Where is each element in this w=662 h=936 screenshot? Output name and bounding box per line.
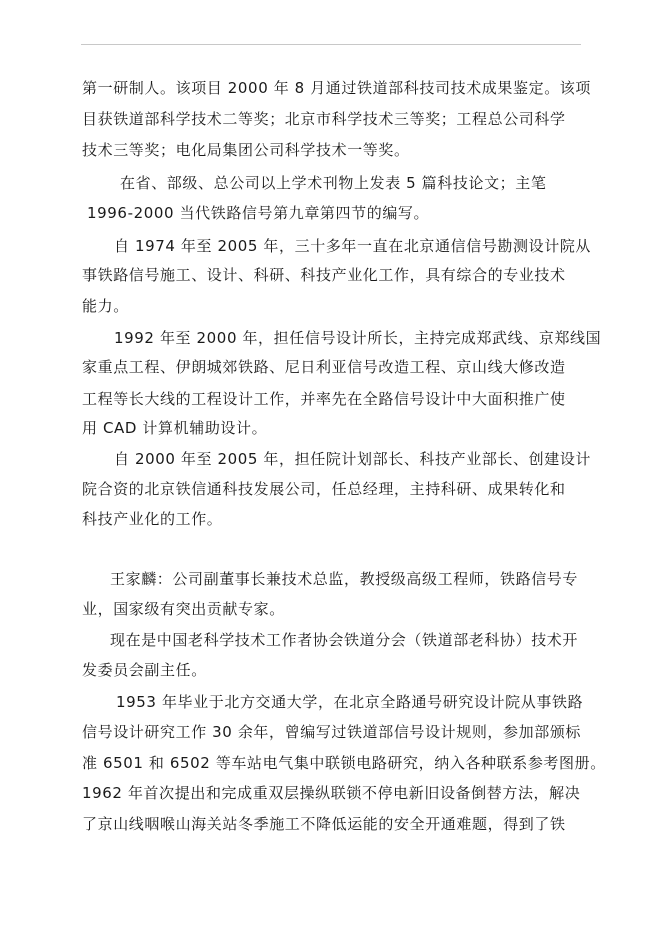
text-line: 科技产业化的工作。 — [82, 510, 223, 528]
text-line: 1992 年至 2000 年，担任信号设计所长，主持完成郑武线、京郑线国 — [114, 329, 602, 347]
text-line: 1962 年首次提出和完成重双层操纵联锁不停电新旧设备倒替方法，解决 — [82, 784, 581, 802]
text-line: 发委员会副主任。 — [82, 661, 207, 679]
text-line: 院合资的北京铁信通科技发展公司，任总经理，主持科研、成果转化和 — [82, 480, 566, 498]
text-line: 现在是中国老科学技术工作者协会铁道分会（铁道部老科协）技术开 — [110, 631, 579, 649]
text-line: 信号设计研究工作 30 余年，曾编写过铁道部信号设计规则，参加部颁标 — [82, 723, 582, 741]
text-line: 准 6501 和 6502 等车站电气集中联锁电路研究，纳入各种联系参考图册。 — [82, 754, 606, 772]
text-line: 用 CAD 计算机辅助设计。 — [82, 419, 268, 437]
text-line: 1953 年毕业于北方交通大学，在北京全路通号研究设计院从事铁路 — [116, 693, 584, 711]
text-line: 第一研制人。该项目 2000 年 8 月通过铁道部科技司技术成果鉴定。该项 — [82, 79, 591, 97]
text-line: 在省、部级、总公司以上学术刊物上发表 5 篇科技论文；主笔 — [120, 174, 547, 192]
text-line: 技术三等奖；电化局集团公司科学技术一等奖。 — [82, 141, 410, 159]
text-line: 自 1974 年至 2005 年，三十多年一直在北京通信信号勘测设计院从 — [114, 237, 592, 255]
header-rule — [81, 44, 581, 45]
text-line: 业，国家级有突出贡献专家。 — [82, 600, 285, 618]
text-line: 自 2000 年至 2005 年，担任院计划部长、科技产业部长、创建设计 — [114, 450, 592, 468]
text-line: 能力。 — [82, 297, 129, 315]
text-line: 了京山线咽喉山海关站冬季施工不降低运能的安全开通难题，得到了铁 — [82, 815, 566, 833]
text-line: 工程等长大线的工程设计工作，并率先在全路信号设计中大面积推广使 — [82, 390, 566, 408]
text-line: 目获铁道部科学技术二等奖；北京市科学技术三等奖；工程总公司科学 — [82, 110, 566, 128]
text-line: 王家麟：公司副董事长兼技术总监，教授级高级工程师，铁路信号专 — [110, 570, 579, 588]
text-line: 1996-2000 当代铁路信号第九章第四节的编写。 — [87, 204, 430, 222]
text-line: 事铁路信号施工、设计、科研、科技产业化工作，具有综合的专业技术 — [82, 266, 566, 284]
text-line: 家重点工程、伊朗城郊铁路、尼日利亚信号改造工程、京山线大修改造 — [82, 358, 566, 376]
